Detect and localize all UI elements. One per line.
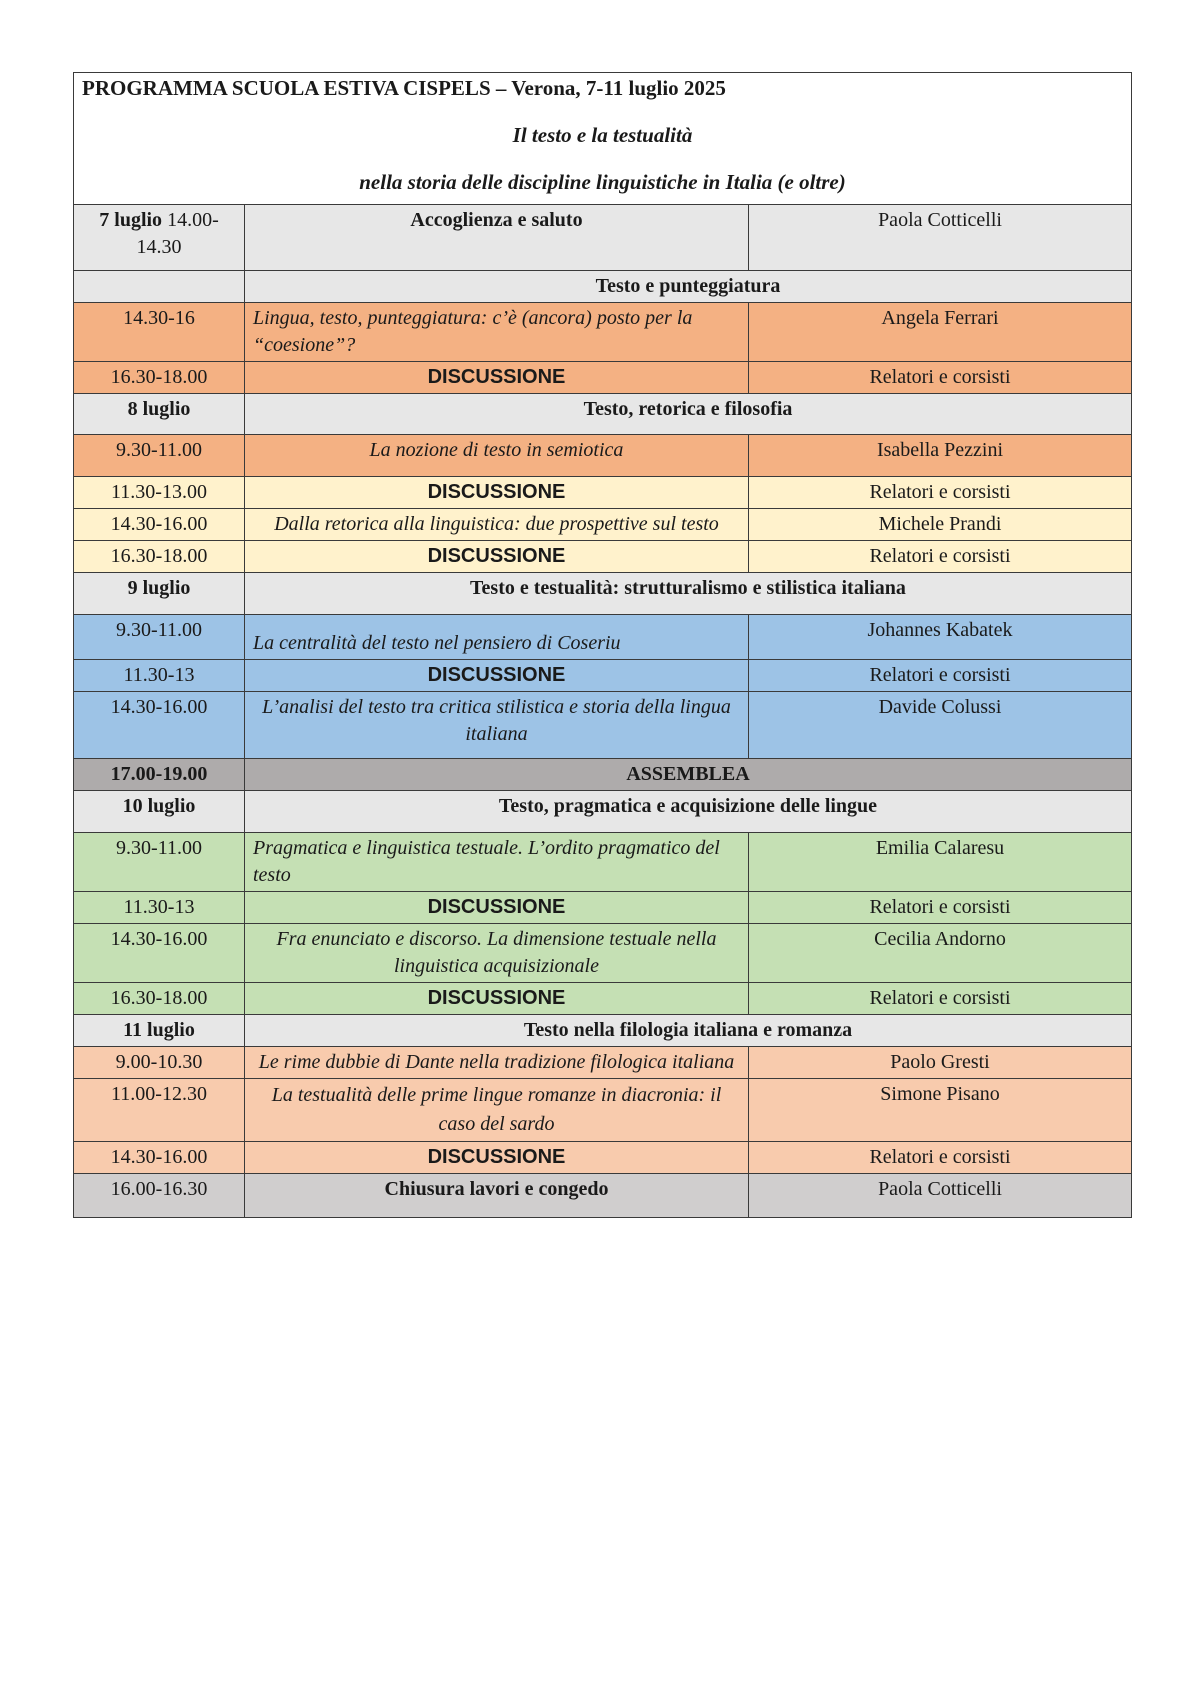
speaker-name: Simone Pisano — [749, 1079, 1132, 1142]
speaker-name: Paola Cotticelli — [749, 205, 1132, 271]
talk-title: Dalla retorica alla linguistica: due prospettive sul testo — [245, 509, 749, 541]
program-subtitle: Il testo e la testualità — [512, 123, 693, 147]
talk-title: Lingua, testo, punteggiatura: c’è (ancora) posto per la “coesione”? — [245, 303, 749, 362]
time-cell — [74, 509, 245, 541]
time-label: 14.30-16.00 — [110, 513, 208, 535]
section-title: Testo e testualità: strutturalismo e stilistica italiana — [245, 573, 1132, 615]
time-label: 16.30-18.00 — [110, 987, 208, 1009]
section-title: Testo, pragmatica e acquisizione delle lingue — [245, 791, 1132, 833]
day-label: 17.00-19.00 — [74, 759, 245, 791]
day-label: 8 luglio — [74, 394, 245, 435]
session-row — [74, 509, 1132, 541]
time-cell — [74, 205, 245, 271]
time-cell — [74, 615, 245, 660]
talk-title: La testualità delle prime lingue romanze in diacronia: il caso del sardo — [245, 1079, 749, 1142]
time-cell — [74, 303, 245, 362]
program-table — [73, 72, 1132, 1218]
time-label: 14.30-16.00 — [110, 696, 208, 718]
header-row — [74, 73, 1132, 205]
talk-title: Le rime dubbie di Dante nella tradizione filologica italiana — [245, 1047, 749, 1079]
speaker-name: Relatori e corsisti — [749, 362, 1132, 394]
section-row — [74, 271, 1132, 303]
speaker-name: Relatori e corsisti — [749, 983, 1132, 1015]
time-cell — [74, 892, 245, 924]
day-label: 10 luglio — [74, 791, 245, 833]
time-label: 11.30-13.00 — [111, 481, 207, 503]
speaker-name: Angela Ferrari — [749, 303, 1132, 362]
session-row — [74, 435, 1132, 477]
day-label: 11 luglio — [74, 1015, 245, 1047]
discussion-label: DISCUSSIONE — [245, 541, 749, 573]
section-row — [74, 759, 1132, 791]
time-label: 9.30-11.00 — [116, 439, 202, 461]
talk-title: Pragmatica e linguistica testuale. L’ordito pragmatico del testo — [245, 833, 749, 892]
speaker-name: Relatori e corsisti — [749, 1142, 1132, 1174]
session-row — [74, 692, 1132, 759]
time-cell — [74, 541, 245, 573]
time-cell — [74, 1142, 245, 1174]
discussion-label: DISCUSSIONE — [245, 892, 749, 924]
talk-title: L’analisi del testo tra critica stilistica e storia della lingua italiana — [245, 692, 749, 759]
day-label — [74, 271, 245, 303]
section-title: ASSEMBLEA — [245, 759, 1132, 791]
session-row — [74, 660, 1132, 692]
session-row — [74, 1047, 1132, 1079]
section-row — [74, 573, 1132, 615]
talk-title: La centralità del testo nel pensiero di Coseriu — [245, 615, 749, 660]
time-cell — [74, 833, 245, 892]
speaker-name: Johannes Kabatek — [749, 615, 1132, 660]
time-label: 14.30-16.00 — [110, 928, 208, 950]
time-label: 16.00-16.30 — [110, 1178, 208, 1200]
speaker-name: Relatori e corsisti — [749, 477, 1132, 509]
time-label: 11.00-12.30 — [111, 1083, 207, 1105]
time-label: 9.00-10.30 — [115, 1051, 203, 1073]
time-cell — [74, 1174, 245, 1218]
time-label: 9.30-11.00 — [116, 837, 202, 859]
section-row — [74, 1015, 1132, 1047]
talk-title: Accoglienza e saluto — [245, 205, 749, 271]
section-title: Testo e punteggiatura — [245, 271, 1132, 303]
talk-title: Fra enunciato e discorso. La dimensione testuale nella linguistica acquisizionale — [245, 924, 749, 983]
time-cell — [74, 692, 245, 759]
talk-title: Chiusura lavori e congedo — [245, 1174, 749, 1218]
time-cell — [74, 477, 245, 509]
time-cell — [74, 435, 245, 477]
header-cell — [74, 73, 1132, 205]
speaker-name: Paola Cotticelli — [749, 1174, 1132, 1218]
discussion-label: DISCUSSIONE — [245, 1142, 749, 1174]
session-row — [74, 362, 1132, 394]
session-row — [74, 1174, 1132, 1218]
speaker-name: Cecilia Andorno — [749, 924, 1132, 983]
time-cell — [74, 983, 245, 1015]
time-label: 16.30-18.00 — [110, 366, 208, 388]
session-row — [74, 833, 1132, 892]
session-row — [74, 477, 1132, 509]
session-row — [74, 983, 1132, 1015]
section-title: Testo, retorica e filosofia — [245, 394, 1132, 435]
speaker-name: Michele Prandi — [749, 509, 1132, 541]
talk-title: La nozione di testo in semiotica — [245, 435, 749, 477]
session-row — [74, 205, 1132, 271]
discussion-label: DISCUSSIONE — [245, 362, 749, 394]
program-subtitle-2: nella storia delle discipline linguistiche in Italia (e oltre) — [359, 170, 846, 194]
time-cell — [74, 660, 245, 692]
session-row — [74, 303, 1132, 362]
discussion-label: DISCUSSIONE — [245, 983, 749, 1015]
day-label: 7 luglio — [99, 209, 163, 231]
speaker-name: Relatori e corsisti — [749, 660, 1132, 692]
time-cell — [74, 362, 245, 394]
day-label: 9 luglio — [74, 573, 245, 615]
discussion-label: DISCUSSIONE — [245, 477, 749, 509]
speaker-name: Emilia Calaresu — [749, 833, 1132, 892]
section-title: Testo nella filologia italiana e romanza — [245, 1015, 1132, 1047]
session-row — [74, 1142, 1132, 1174]
speaker-name: Isabella Pezzini — [749, 435, 1132, 477]
speaker-name: Relatori e corsisti — [749, 541, 1132, 573]
session-row — [74, 615, 1132, 660]
session-row — [74, 892, 1132, 924]
discussion-label: DISCUSSIONE — [245, 660, 749, 692]
time-label: 9.30-11.00 — [116, 619, 202, 641]
program-title: PROGRAMMA SCUOLA ESTIVA CISPELS – Verona, 7-11 luglio 2025 — [82, 76, 726, 100]
speaker-name: Davide Colussi — [749, 692, 1132, 759]
session-row — [74, 924, 1132, 983]
time-cell — [74, 1047, 245, 1079]
time-label: 14.30-16.00 — [110, 1146, 208, 1168]
session-row — [74, 1079, 1132, 1142]
speaker-name: Paolo Gresti — [749, 1047, 1132, 1079]
section-row — [74, 394, 1132, 435]
time-label: 16.30-18.00 — [110, 545, 208, 567]
section-row — [74, 791, 1132, 833]
speaker-name: Relatori e corsisti — [749, 892, 1132, 924]
time-label: 11.30-13 — [123, 664, 195, 686]
time-label: 14.00-14.30 — [136, 209, 219, 258]
time-cell — [74, 1079, 245, 1142]
time-label: 14.30-16 — [123, 307, 195, 329]
session-row — [74, 541, 1132, 573]
time-cell — [74, 924, 245, 983]
time-label: 11.30-13 — [123, 896, 195, 918]
